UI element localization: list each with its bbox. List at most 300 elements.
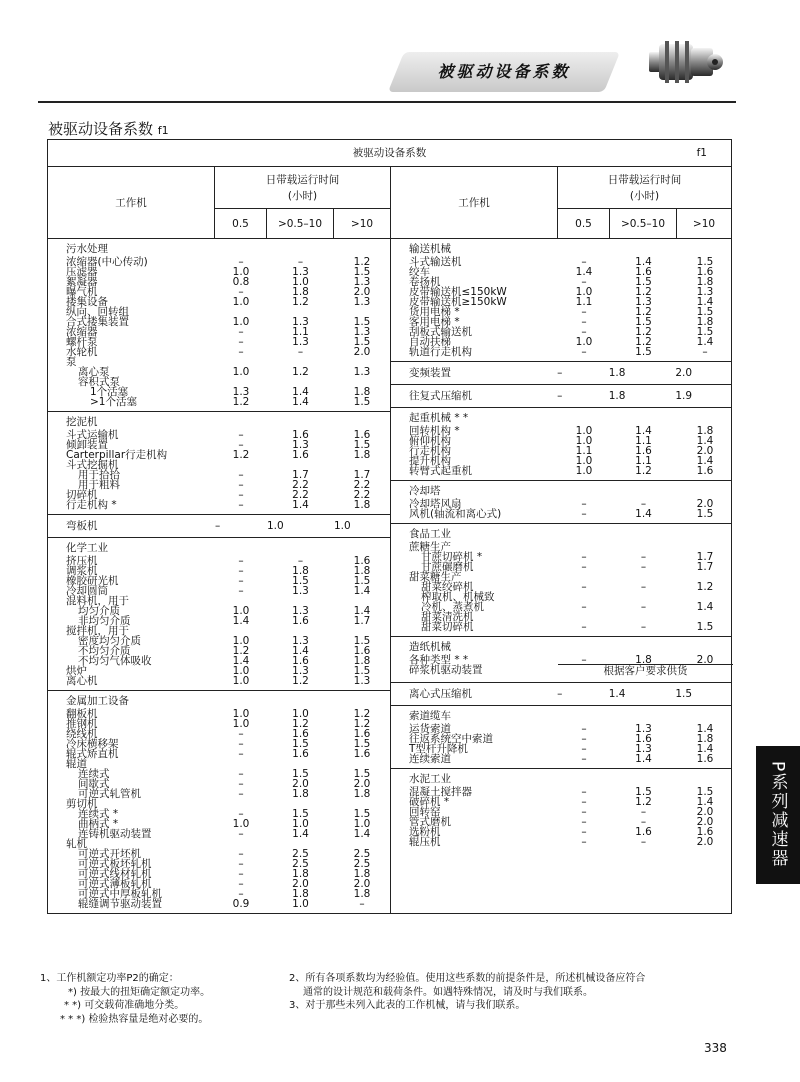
row-label: 水轮机	[66, 346, 98, 358]
value-0.5-10h: 1.4	[292, 386, 309, 398]
value-over-10h: 2.0	[696, 836, 714, 848]
col-h2-right: >0.5–10	[610, 209, 677, 239]
value-over-10h: 2.0	[353, 286, 371, 298]
value-over-10h: 2.0	[353, 878, 371, 890]
table-row	[391, 683, 731, 705]
value-0.5-10h: 1.6	[292, 748, 309, 760]
value-0.5-10h: 1.8	[292, 788, 309, 800]
col-h3-right: >10	[677, 209, 732, 239]
value-over-10h: 1.5	[353, 575, 371, 587]
value-0.5h: 1.4	[232, 615, 250, 627]
row-label: 可逆式线材轧机	[78, 868, 152, 880]
value-0.5-10h: –	[640, 621, 647, 633]
group-title-label: 水泥工业	[409, 773, 451, 785]
value-0.5h: –	[581, 816, 587, 828]
row-label: 非均匀介质	[78, 615, 131, 627]
row-label: 连续式	[78, 768, 110, 780]
row-label: 曲柄式 *	[78, 818, 119, 830]
row-label: 提升机构	[409, 455, 451, 467]
table-row	[48, 347, 390, 357]
value-0.5h: –	[581, 561, 587, 573]
side-tab	[756, 746, 800, 884]
value-0.5h: 1.0	[575, 455, 593, 467]
group-title	[391, 486, 731, 496]
gear-reducer-icon	[645, 36, 725, 88]
value-0.5-10h: 1.0	[292, 898, 309, 910]
value-0.5h: –	[581, 326, 587, 338]
value-0.5h: –	[238, 858, 244, 870]
group-title	[391, 413, 731, 423]
table-row	[48, 267, 390, 277]
value-over-10h: 1.5	[353, 808, 371, 820]
value-0.5-10h: 1.7	[292, 469, 309, 481]
table-group	[391, 385, 731, 408]
row-label: 甜菜糖生产	[409, 571, 462, 583]
row-label: 推钢机	[66, 718, 98, 730]
value-over-10h: 1.8	[353, 499, 371, 511]
row-label: 选粉机	[409, 826, 441, 838]
value-0.5h: –	[581, 621, 587, 633]
value-over-10h: 1.5	[696, 256, 714, 268]
value-over-10h: 1.0	[334, 520, 351, 532]
table-row	[391, 754, 731, 764]
value-0.5h: 1.4	[575, 266, 593, 278]
value-over-10h: 2.0	[696, 806, 714, 818]
row-label: 压滤器	[66, 266, 98, 278]
value-0.5h: –	[581, 786, 587, 798]
value-over-10h: 1.8	[353, 386, 371, 398]
table-row	[391, 267, 731, 277]
value-0.5h: –	[238, 346, 244, 358]
table-group	[48, 515, 390, 538]
row-label: 可逆式板坯轧机	[78, 858, 152, 870]
value-0.5-10h: 1.2	[635, 336, 652, 348]
row-label: 辊压机	[409, 836, 441, 848]
value-0.5h: –	[581, 306, 587, 318]
col-hours-right: 日带载运行时间 (小时)	[558, 167, 732, 209]
row-label: 泵	[66, 356, 77, 368]
value-over-10h: 1.4	[353, 585, 371, 597]
row-label: 浓缩器(中心传动)	[66, 256, 148, 268]
col-work-left: 工作机	[48, 167, 215, 239]
page-number: 338	[704, 1041, 727, 1055]
value-0.5-10h: 1.4	[292, 396, 309, 408]
table-group	[48, 538, 390, 691]
value-0.5h: –	[581, 743, 587, 755]
value-over-10h: 1.5	[696, 786, 714, 798]
value-over-10h: 1.4	[696, 336, 714, 348]
col-hours-left: 日带载运行时间 (小时)	[215, 167, 391, 209]
table-row	[391, 466, 731, 476]
value-0.5-10h: 1.2	[635, 306, 652, 318]
value-over-10h: 1.2	[696, 581, 714, 593]
value-0.5-10h: 1.6	[635, 266, 652, 278]
row-label: 用于粗料	[78, 479, 120, 491]
row-label: 绕线机	[66, 728, 98, 740]
row-label: 间歇式	[78, 778, 110, 790]
value-over-10h: 1.6	[696, 266, 714, 278]
value-over-10h: 1.6	[353, 429, 371, 441]
table-f-label: f1	[696, 147, 707, 159]
value-0.5-10h: 1.4	[635, 256, 652, 268]
value-0.5-10h: 1.6	[292, 615, 309, 627]
value-over-10h: 1.5	[696, 326, 714, 338]
value-over-10h: 1.8	[353, 655, 371, 667]
row-label: 甜菜绞碎机	[421, 581, 474, 593]
row-label: 倾卸装置	[66, 439, 108, 451]
value-0.5-10h: –	[640, 816, 647, 828]
table-row	[391, 797, 731, 807]
row-label: 往返系统空中索道	[409, 733, 493, 745]
row-label: 不均匀气体吸收	[78, 655, 152, 667]
value-0.5-10h: 1.3	[292, 316, 309, 328]
right-column	[391, 239, 732, 914]
row-label: 绞车	[409, 266, 430, 278]
value-0.5-10h: –	[297, 555, 304, 567]
value-0.5-10h: –	[640, 581, 647, 593]
value-0.5h: 1.2	[232, 449, 250, 461]
value-over-10h: 1.4	[696, 435, 714, 447]
row-label: 卷扬机	[409, 276, 441, 288]
value-over-10h: 1.3	[353, 366, 371, 378]
value-over-10h: 2.5	[353, 848, 371, 860]
row-label: 运货索道	[409, 723, 451, 735]
table-row	[48, 749, 390, 759]
value-0.5-10h: 1.0	[292, 818, 309, 830]
group-title-label: 金属加工设备	[66, 695, 129, 707]
value-over-10h: 1.5	[353, 738, 371, 750]
value-0.5h: 1.0	[232, 296, 250, 308]
value-over-10h: 1.2	[353, 256, 371, 268]
value-over-10h: 1.6	[696, 826, 714, 838]
side-tab-label: P系列减速器	[767, 761, 788, 869]
value-0.5h: –	[238, 439, 244, 451]
value-0.5-10h: 2.5	[292, 858, 309, 870]
value-0.5-10h: 1.3	[292, 336, 309, 348]
merged-note: 根据客户要求供货	[558, 664, 733, 678]
group-title-label: 化学工业	[66, 542, 108, 554]
value-0.5-10h: –	[640, 561, 647, 573]
row-label: 客用电梯 *	[409, 316, 460, 328]
row-label: Carterpillar行走机构	[66, 449, 168, 461]
value-0.5-10h: 1.2	[292, 366, 309, 378]
row-label: 轧机	[66, 838, 87, 850]
value-0.5-10h: 1.2	[635, 326, 652, 338]
row-label: 轨道行走机构	[409, 346, 472, 358]
value-0.5h: –	[238, 469, 244, 481]
value-over-10h: 1.8	[353, 565, 371, 577]
value-over-10h: 1.4	[696, 723, 714, 735]
value-0.5h: –	[238, 878, 244, 890]
value-over-10h: 1.6	[696, 465, 714, 477]
value-0.5h: –	[238, 868, 244, 880]
table-group	[391, 481, 731, 524]
value-0.5-10h: 2.2	[292, 479, 309, 491]
value-0.5-10h: 1.8	[292, 286, 309, 298]
value-0.5-10h: 2.5	[292, 848, 309, 860]
value-over-10h: 2.0	[675, 367, 693, 379]
table-title: 被驱动设备系数	[352, 147, 427, 159]
value-0.5h: –	[238, 479, 244, 491]
value-over-10h: 1.9	[675, 390, 693, 402]
row-label: 皮带输送机≥150kW	[409, 296, 507, 308]
row-label: 回转窑	[409, 806, 441, 818]
value-0.5h: –	[238, 336, 244, 348]
table-row	[48, 500, 390, 510]
value-over-10h: 1.6	[353, 645, 371, 657]
value-0.5-10h: 1.3	[292, 585, 309, 597]
row-label: 变频装置	[409, 367, 451, 379]
row-label: 混料机，用于	[66, 595, 129, 607]
col-work-right: 工作机	[391, 167, 558, 239]
value-0.5h: –	[581, 346, 587, 358]
row-label: 混凝土搅拌器	[409, 786, 472, 798]
row-label: 用于拾拾	[78, 469, 120, 481]
group-title	[48, 244, 390, 254]
row-label: 均匀介质	[78, 605, 120, 617]
value-0.5-10h: 1.5	[635, 786, 652, 798]
row-label: 冷床横移架	[66, 738, 119, 750]
value-0.5h: 1.0	[232, 635, 250, 647]
value-over-10h: 1.4	[696, 743, 714, 755]
value-0.5h: –	[238, 828, 244, 840]
row-label: 往复式压缩机	[409, 390, 472, 402]
table-group	[391, 362, 731, 385]
value-0.5h: –	[581, 753, 587, 765]
value-over-10h: 2.0	[696, 654, 714, 666]
row-label: 破碎机 *	[409, 796, 450, 808]
value-over-10h: 1.6	[353, 748, 371, 760]
row-label: 可逆式薄板轧机	[78, 878, 152, 890]
value-0.5-10h: 1.5	[635, 346, 652, 358]
value-0.5h: –	[581, 551, 587, 563]
value-over-10h: 1.0	[353, 818, 371, 830]
value-over-10h: 1.7	[353, 469, 371, 481]
value-0.5-10h: 1.6	[635, 733, 652, 745]
value-over-10h: 1.6	[696, 753, 714, 765]
table-row	[48, 719, 390, 729]
table-row	[391, 837, 731, 847]
value-over-10h: 1.5	[353, 336, 371, 348]
table-title-cell	[48, 140, 732, 167]
row-label: 烘炉	[66, 665, 87, 677]
value-0.5-10h: 1.8	[608, 367, 626, 379]
row-label: 剪切机	[66, 798, 98, 810]
value-over-10h: 1.5	[353, 396, 371, 408]
table-group	[48, 691, 390, 913]
value-0.5h: 1.0	[232, 675, 250, 687]
row-label: 螺杆泵	[66, 336, 98, 348]
group-title	[391, 244, 731, 254]
row-label: 行走机构	[409, 445, 451, 457]
row-label: 离心式压缩机	[409, 688, 472, 700]
value-over-10h: 1.8	[353, 868, 371, 880]
value-over-10h: 1.4	[696, 296, 714, 308]
table-row	[391, 385, 731, 407]
value-0.5-10h: 1.5	[635, 276, 652, 288]
value-0.5-10h: 1.8	[292, 888, 309, 900]
row-label: 纵向、回转组	[66, 306, 129, 318]
value-over-10h: 1.5	[696, 508, 714, 520]
value-over-10h: –	[359, 898, 365, 910]
value-over-10h: 1.8	[353, 788, 371, 800]
value-0.5-10h: 1.3	[292, 665, 309, 677]
value-over-10h: 1.3	[353, 276, 371, 288]
group-title	[48, 417, 390, 427]
coefficient-table	[47, 139, 732, 914]
value-0.5h: –	[238, 738, 244, 750]
value-0.5-10h: 1.2	[635, 796, 652, 808]
value-0.5-10h: –	[297, 256, 304, 268]
value-over-10h: 1.8	[353, 449, 371, 461]
row-label: 各种类型 * *	[409, 654, 469, 666]
value-0.5h: –	[581, 316, 587, 328]
value-0.5-10h: 1.6	[292, 449, 309, 461]
value-over-10h: –	[702, 346, 708, 358]
table-row	[48, 656, 390, 666]
value-0.5h: –	[238, 565, 244, 577]
table-group	[48, 239, 390, 412]
value-0.5-10h: 1.3	[292, 439, 309, 451]
table-row	[48, 709, 390, 719]
row-label: 絮凝器	[66, 276, 98, 288]
value-0.5h: –	[238, 788, 244, 800]
value-0.5-10h: 1.3	[292, 635, 309, 647]
value-0.5-10h: –	[640, 601, 647, 613]
row-label: 浓缩器	[66, 326, 98, 338]
value-0.5h: –	[581, 498, 587, 510]
value-0.5-10h: –	[640, 836, 647, 848]
value-0.5-10h: 1.4	[608, 688, 626, 700]
value-0.5-10h: 1.3	[635, 296, 652, 308]
row-label: 离心机	[66, 675, 98, 687]
table-row	[48, 277, 390, 287]
value-0.5h: –	[215, 520, 221, 532]
group-title	[391, 529, 731, 539]
value-0.5-10h: 1.4	[635, 425, 652, 437]
value-0.5-10h: 1.0	[292, 276, 309, 288]
value-0.5h: 1.4	[232, 655, 250, 667]
value-over-10h: 2.5	[353, 858, 371, 870]
col-h1-left: 0.5	[215, 209, 267, 239]
row-label: 连续索道	[409, 753, 451, 765]
table-row	[391, 827, 731, 837]
row-label: 甘蔗切碎机 *	[421, 551, 483, 563]
value-0.5h: 1.0	[232, 718, 250, 730]
value-over-10h: 1.3	[696, 286, 714, 298]
row-label: 容积式泵	[78, 376, 120, 388]
table-group	[391, 524, 731, 637]
value-0.5h: –	[238, 286, 244, 298]
row-label: 搂集设备	[66, 296, 108, 308]
value-0.5-10h: –	[640, 551, 647, 563]
value-0.5h: 1.1	[575, 445, 593, 457]
value-0.5-10h: 2.2	[292, 489, 309, 501]
value-0.5h: –	[581, 256, 587, 268]
group-title	[391, 774, 731, 784]
note-line: 1、工作机额定功率P2的确定：	[40, 973, 179, 984]
value-0.5-10h: 1.6	[635, 445, 652, 457]
value-0.5h: –	[581, 796, 587, 808]
group-title-label: 冷却塔	[409, 485, 441, 497]
value-0.5h: –	[238, 555, 244, 567]
value-0.5h: –	[238, 778, 244, 790]
value-over-10h: 1.8	[696, 425, 714, 437]
row-label: 辊道	[66, 758, 87, 770]
table-row	[48, 515, 390, 537]
value-0.5-10h: –	[640, 498, 647, 510]
value-over-10h: 1.5	[353, 439, 371, 451]
table-row	[48, 789, 390, 799]
table-row	[48, 556, 390, 566]
table-group	[48, 412, 390, 515]
value-0.5h: –	[238, 429, 244, 441]
value-over-10h: 2.0	[696, 445, 714, 457]
value-0.5-10h: 1.4	[292, 499, 309, 511]
value-0.5h: –	[581, 806, 587, 818]
value-0.5-10h: 2.0	[292, 778, 309, 790]
group-title-label: 输送机械	[409, 243, 451, 255]
row-label: 行走机构 *	[66, 499, 117, 511]
value-0.5h: 1.0	[575, 465, 593, 477]
value-0.5-10h: 1.2	[292, 296, 309, 308]
row-label: 辊缝调节驱动装置	[78, 898, 162, 910]
value-0.5h: 1.0	[575, 336, 593, 348]
table-group	[391, 239, 731, 362]
value-0.5h: –	[238, 499, 244, 511]
value-0.5h: –	[238, 768, 244, 780]
value-0.5h: –	[238, 256, 244, 268]
group-title	[48, 696, 390, 706]
table-row	[48, 327, 390, 337]
value-0.5h: –	[581, 581, 587, 593]
row-label: 甜菜清洗机	[421, 611, 474, 623]
group-title-label: 食品工业	[409, 528, 451, 540]
value-over-10h: 1.5	[696, 621, 714, 633]
group-title-label: 污水处理	[66, 243, 108, 255]
value-0.5-10h: 1.4	[292, 828, 309, 840]
value-0.5-10h: 1.8	[292, 565, 309, 577]
value-0.5h: –	[238, 848, 244, 860]
value-0.5-10h: 1.5	[292, 738, 309, 750]
value-0.5h: 1.0	[575, 286, 593, 298]
left-column	[48, 239, 391, 914]
value-over-10h: 1.8	[696, 733, 714, 745]
value-0.5h: 1.0	[232, 818, 250, 830]
notes-right	[289, 972, 645, 1013]
value-0.5-10h: 1.8	[292, 868, 309, 880]
value-over-10h: 1.5	[353, 635, 371, 647]
value-over-10h: 1.6	[353, 728, 371, 740]
row-label: 辊式矫直机	[66, 748, 119, 760]
value-0.5-10h: 1.4	[292, 645, 309, 657]
row-label: 冷机、蒸煮机	[421, 601, 484, 613]
table-group	[391, 769, 731, 851]
value-0.5-10h: 1.5	[292, 808, 309, 820]
row-label: T型杆升降机	[409, 743, 468, 755]
note-line: 3、对于那些未列入此表的工作机械，请与我们联系。	[289, 1000, 526, 1011]
col-h3-left: >10	[334, 209, 391, 239]
value-0.5h: –	[238, 575, 244, 587]
value-over-10h: 1.3	[353, 296, 371, 308]
value-0.5h: –	[557, 688, 563, 700]
value-0.5h: 1.0	[232, 665, 250, 677]
row-label: 皮带输送机≤150kW	[409, 286, 507, 298]
section-title: 被驱动设备系数 f1	[48, 120, 169, 138]
value-0.5-10h: 1.8	[635, 654, 652, 666]
row-label: 蔗糖生产	[409, 541, 451, 553]
group-title-label: 造纸机械	[409, 641, 451, 653]
